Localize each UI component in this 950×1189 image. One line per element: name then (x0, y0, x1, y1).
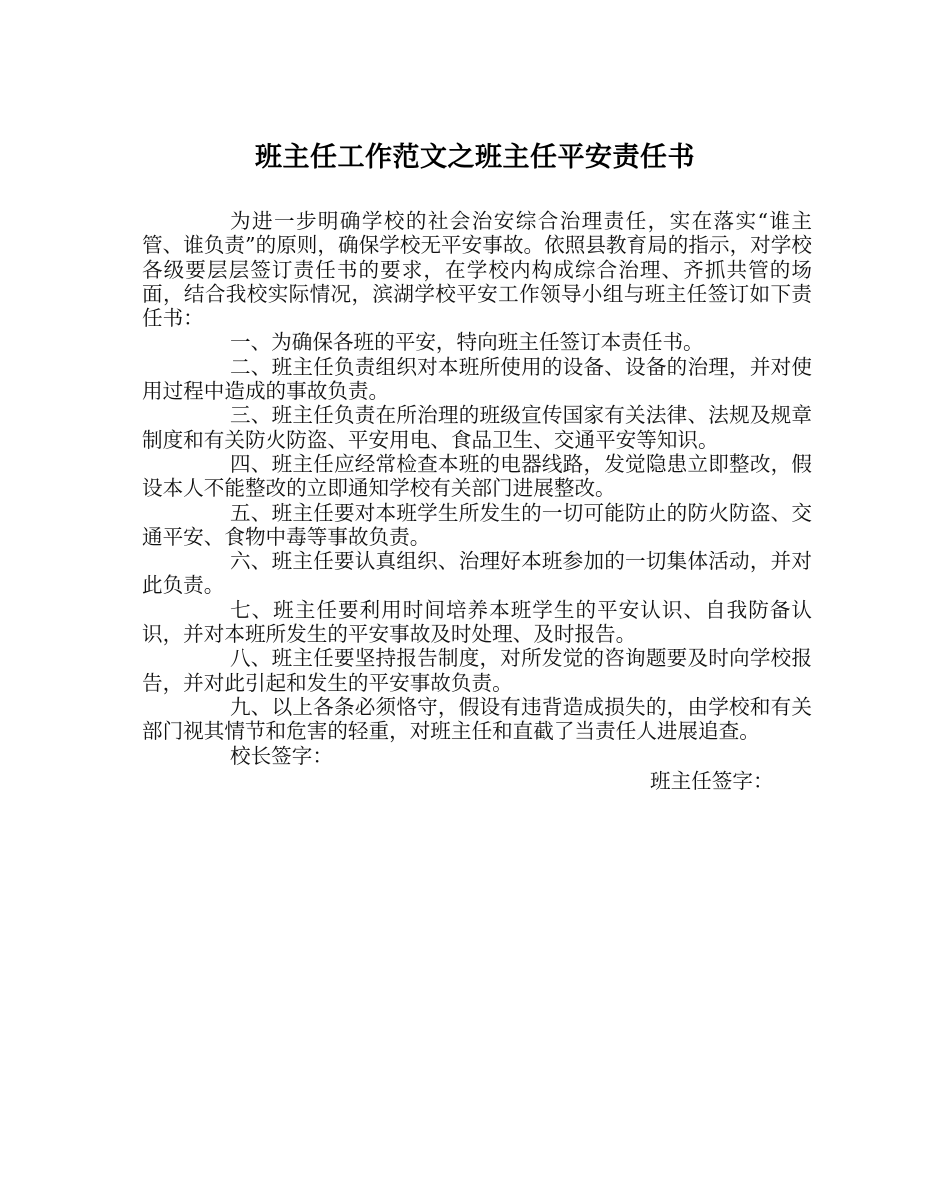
teacher-signature-label: 班主任签字： (650, 768, 774, 793)
principal-signature-label: 校长签字： (230, 743, 333, 768)
clause-7: 七、班主任要利用时间培养本班学生的平安认识、自我防备认识，并对本班所发生的平安事故及时处理、及时报告。 (142, 597, 812, 647)
clause-9: 九、以上各条必须恪守，假设有违背造成损失的，由学校和有关部门视其情节和危害的轻重，对班主任和直截了当责任人进展追查。 (142, 694, 812, 744)
clause-4: 四、班主任应经常检查本班的电器线路，发觉隐患立即整改，假设本人不能整改的立即通知学校有关部门进展整改。 (142, 451, 812, 501)
document-title: 班主任工作范文之班主任平安责任书 (255, 142, 695, 173)
intro-paragraph: 为进一步明确学校的社会治安综合治理责任，实在落实“谁主管、谁负责”的原则，确保学校无平安事故。依照县教育局的指示，对学校各级要层层签订责任书的要求，在学校内构成综合治理、齐抓共管的场面，结合我校实际情况，滨湖学校平安工作领导小组与班主任签订如下责任书： (142, 209, 812, 331)
clause-6: 六、班主任要认真组织、治理好本班参加的一切集体活动，并对此负责。 (142, 549, 812, 598)
document-body (142, 209, 812, 793)
clause-1: 一、为确保各班的平安，特向班主任签订本责任书。 (230, 330, 704, 355)
clause-5: 五、班主任要对本班学生所发生的一切可能防止的防火防盗、交通平安、食物中毒等事故负责。 (142, 500, 812, 549)
clause-2: 二、班主任负责组织对本班所使用的设备、设备的治理，并对使用过程中造成的事故负责。 (142, 354, 812, 404)
clause-3: 三、班主任负责在所治理的班级宣传国家有关法律、法规及规章制度和有关防火防盗、平安用电、食品卫生、交通平安等知识。 (142, 403, 812, 452)
clause-8: 八、班主任要坚持报告制度，对所发觉的咨询题要及时向学校报告，并对此引起和发生的平安事故负责。 (142, 646, 812, 695)
